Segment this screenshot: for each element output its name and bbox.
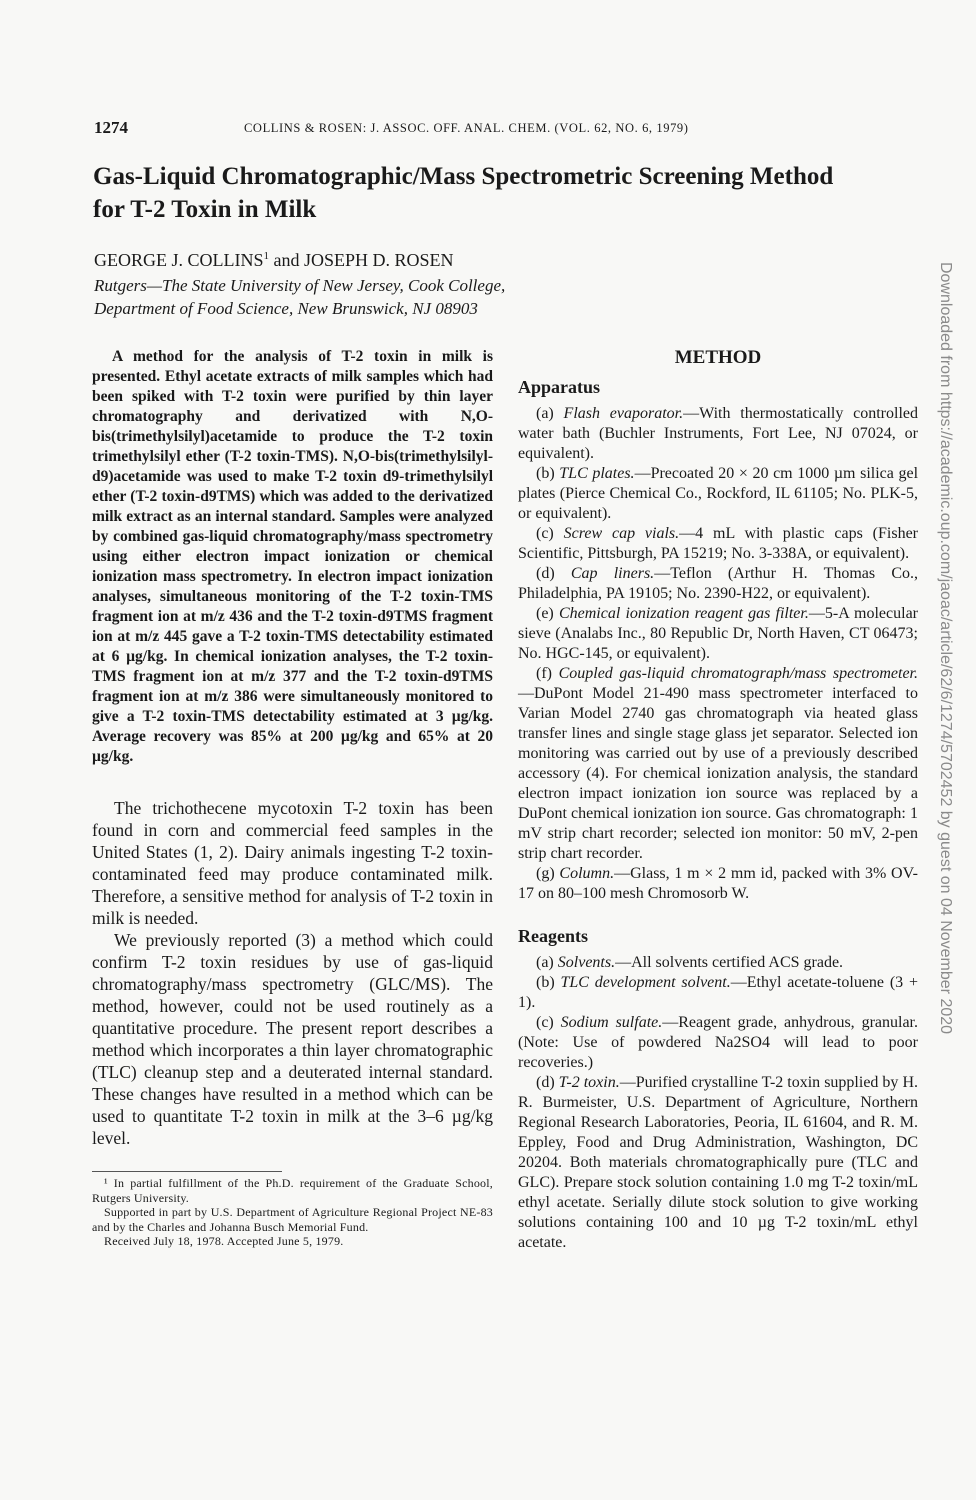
title-line-1: Gas-Liquid Chromatographic/Mass Spectrometric Screening Method <box>93 163 834 190</box>
affiliation-line-2: Department of Food Science, New Brunswick, NJ 08903 <box>94 299 478 318</box>
author-list <box>94 250 454 271</box>
footnote-received: Received July 18, 1978. Accepted June 5, 1979. <box>104 1234 344 1248</box>
intro-paragraph-1: The trichothecene mycotoxin T-2 toxin has been found in corn and commercial feed samples in the United States (1, 2). Dairy animals ingesting T-2 toxin-contaminated feed may produce contaminated milk. Therefore, a sensitive method for analysis of T-2 toxin in milk is needed. <box>92 798 493 928</box>
apparatus-item-g: (g) Column.—Glass, 1 m × 2 mm id, packed with 3% OV-17 on 80–100 mesh Chromosorb W. <box>518 865 919 902</box>
title-line-2: for T-2 Toxin in Milk <box>93 196 317 223</box>
apparatus-item-c: (c) Screw cap vials.—4 mL with plastic caps (Fisher Scientific, Pittsburgh, PA 15219; No. 3-338A, or equivalent). <box>518 525 918 562</box>
apparatus-item-f: (f) Coupled gas-liquid chromatograph/mass spectrometer.—DuPont Model 21-490 mass spectrometer interfaced to Varian Model 2740 gas chromatograph via heated glass transfer lines and single stage glass jet separator. Selected ion monitoring was carried out by use of a previously described accessory (4). For chemical ionization analysis, the standard electron impact ionization ion source was replaced by a DuPont chemical ionization ion source. Gas chromatograph: 1 mV strip chart recorder; selected ion monitor: 50 mV, 2-pen strip chart recorder. <box>518 665 919 862</box>
section-spacer <box>518 904 918 918</box>
intro-paragraph-2: We previously reported (3) a method which could confirm T-2 toxin residues by use of gas-liquid chromatography/mass spectrometry (GLC/MS). The method, however, could not be used routinely as a quantitative procedure. The present report describes a method which incorporates a thin layer chromatographic (TLC) cleanup step and a deuterated internal standard. These changes have resulted in a method which can be used to quantitate T-2 toxin in milk at the 3–6 µg/kg level. <box>92 930 493 1148</box>
running-header <box>94 118 874 140</box>
abstract: A method for the analysis of T-2 toxin in milk is presented. Ethyl acetate extracts of milk samples which had been spiked with T-2 toxin were purified by thin layer chromatography and derivatized with N,O-bis(trimethylsilyl)acetamide to produce the T-2 toxin trimethylsilyl ether (T-2 toxin-TMS). N,O-bis(trimethylsilyl-d9)acetamide was used to make T-2 toxin d9-trimethylsilyl ether (T-2 toxin-d9TMS) which was added to the derivatized milk extract as an internal standard. Samples were analyzed by combined gas-liquid chromatography/mass spectrometry using either electron impact ionization or chemical ionization mass spectrometry. In electron impact ionization analyses, simultaneous monitoring of the T-2 toxin-TMS fragment ion at m/z 436 and the T-2 toxin-d9TMS fragment ion at m/z 445 gave a T-2 toxin-TMS detectability estimated at 6 µg/kg. In chemical ionization analyses, the T-2 toxin-TMS fragment ion at m/z 377 and the T-2 toxin-d9TMS fragment ion at m/z 386 were simultaneously monitored to give a T-2 toxin-TMS detectability estimated at 3 µg/kg. Average recovery was 85% at 200 µg/kg and 65% at 20 µg/kg. <box>92 348 493 765</box>
apparatus-item-a: (a) Flash evaporator.—With thermostatically controlled water bath (Buchler Instruments, Fort Lee, NJ 07024, or equivalent). <box>518 405 918 462</box>
reagent-item-c: (c) Sodium sulfate.—Reagent grade, anhydrous, granular. (Note: Use of powdered Na2SO4 will lead to poor recoveries.) <box>518 1014 918 1071</box>
download-watermark-text: Downloaded from https://academic.oup.com/jaoac/article/62/6/1274/5702452 by guest on 04 November 2020 <box>937 262 954 1035</box>
apparatus-heading: Apparatus <box>518 377 601 397</box>
left-column <box>92 347 493 1249</box>
apparatus-item-b: (b) TLC plates.—Precoated 20 × 20 cm 1000 µm silica gel plates (Pierce Chemical Co., Rockford, IL 61105; No. PLK-5, or equivalent). <box>518 465 919 522</box>
affiliation-line-1: Rutgers—The State University of New Jersey, Cook College, <box>94 276 506 295</box>
reagent-item-b: (b) TLC development solvent.—Ethyl acetate-toluene (3 + 1). <box>518 974 919 1011</box>
method-heading: METHOD <box>674 347 762 368</box>
author-1: GEORGE J. COLLINS <box>94 250 264 270</box>
footnote-1: ¹ In partial fulfillment of the Ph.D. requirement of the Graduate School, Rutgers University. <box>92 1176 493 1205</box>
affiliation <box>94 274 694 320</box>
reagents-heading: Reagents <box>518 926 588 946</box>
download-watermark <box>920 262 960 1162</box>
reagent-item-a: (a) Solvents.—All solvents certified ACS grade. <box>536 954 844 971</box>
reagent-item-d: (d) T-2 toxin.—Purified crystalline T-2 toxin supplied by H. R. Burmeister, U.S. Department of Agriculture, Northern Regional Research Laboratories, Peoria, IL 61604, and R. M. Eppley, Food and Drug Administration, Washington, DC 20204. Both materials chromatographically pure (TLC and GLC). Prepare stock solution containing 1.0 mg T-2 toxin/mL ethyl acetate. Serially dilute stock solution to give working solutions containing 100 and 10 µg T-2 toxin/mL ethyl acetate. <box>518 1074 918 1251</box>
page-number: 1274 <box>94 118 128 137</box>
footnote-support: Supported in part by U.S. Department of Agriculture Regional Project NE-83 and by the Charles and Johanna Busch Memorial Fund. <box>92 1205 493 1234</box>
journal-citation: COLLINS & ROSEN: J. ASSOC. OFF. ANAL. CHEM. (VOL. 62, NO. 6, 1979) <box>244 121 689 135</box>
author-1-footnote-mark: 1 <box>263 250 269 262</box>
apparatus-item-e: (e) Chemical ionization reagent gas filter.—5-A molecular sieve (Analabs Inc., 80 Republic Dr, North Haven, CT 06473; No. HGC-145, or equivalent). <box>518 605 919 662</box>
footnotes <box>92 1176 493 1249</box>
apparatus-item-d: (d) Cap liners.—Teflon (Arthur H. Thomas Co., Philadelphia, PA 19105; No. 2390-H22, or equivalent). <box>518 565 918 602</box>
author-2: and JOSEPH D. ROSEN <box>269 250 454 270</box>
introduction <box>92 797 493 1149</box>
article-title <box>93 160 893 226</box>
right-column <box>518 347 918 1253</box>
